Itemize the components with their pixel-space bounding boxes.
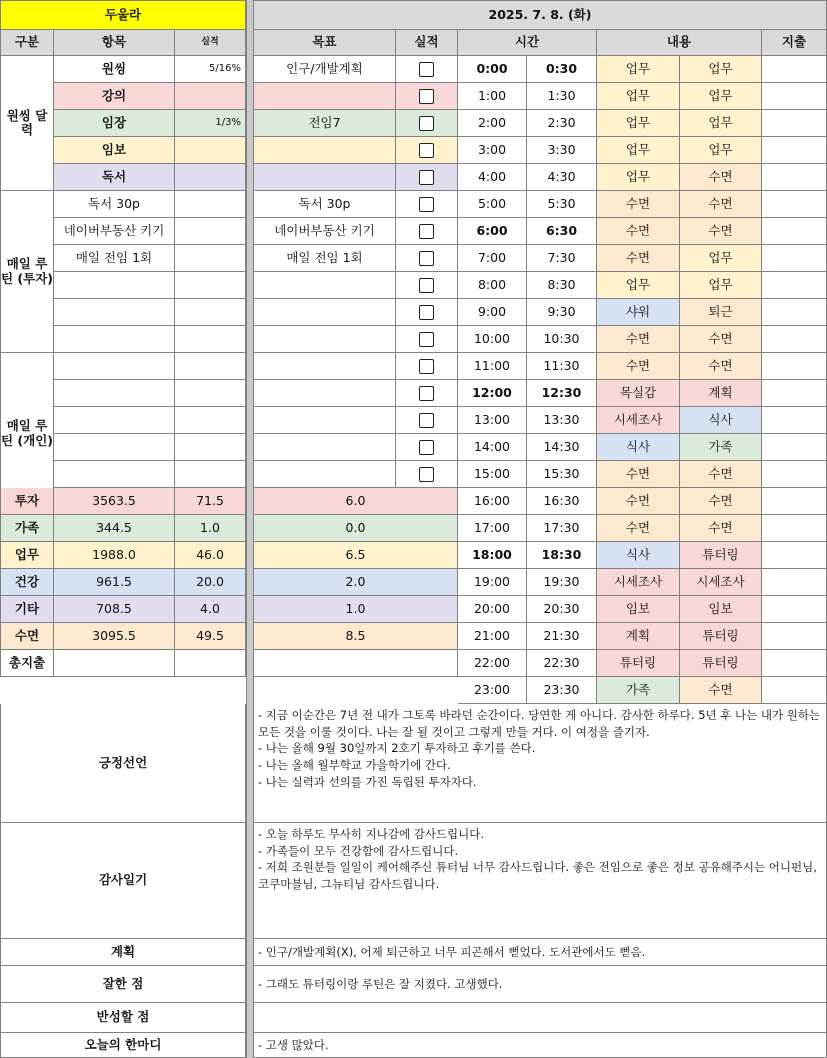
header-goal: 목표 — [254, 30, 396, 56]
activity-first-half[interactable]: 식사 — [597, 542, 680, 569]
item-perf — [175, 83, 246, 110]
spend-cell[interactable] — [762, 461, 827, 488]
activity-second-half[interactable]: 업무 — [680, 83, 762, 110]
reflection-reflect-text[interactable] — [254, 1003, 827, 1033]
spend-cell[interactable] — [762, 218, 827, 245]
date-title: 2025. 7. 8. (화) — [254, 0, 827, 30]
routine-goal: 매일 전임 1회 — [254, 245, 396, 272]
total-label: 수면 — [0, 623, 54, 650]
routine-item — [54, 272, 175, 299]
activity-second-half[interactable]: 튜터링 — [680, 623, 762, 650]
total-goal: 8.5 — [254, 623, 458, 650]
activity-first-half[interactable]: 수면 — [597, 461, 680, 488]
activity-first-half[interactable]: 샤워 — [597, 299, 680, 326]
spend-cell[interactable] — [762, 623, 827, 650]
activity-second-half[interactable]: 업무 — [680, 110, 762, 137]
time-start: 23:00 — [458, 677, 527, 704]
activity-first-half[interactable]: 수면 — [597, 218, 680, 245]
checkbox[interactable] — [419, 143, 434, 158]
activity-first-half[interactable]: 튜터링 — [597, 650, 680, 677]
total-hours: 71.5 — [175, 488, 246, 515]
done-checkbox[interactable] — [396, 299, 458, 326]
activity-second-half[interactable]: 수면 — [680, 461, 762, 488]
activity-first-half[interactable]: 업무 — [597, 272, 680, 299]
done-checkbox[interactable] — [396, 353, 458, 380]
spend-cell[interactable] — [762, 488, 827, 515]
header-spend: 지출 — [762, 30, 827, 56]
activity-second-half[interactable]: 업무 — [680, 137, 762, 164]
time-start: 8:00 — [458, 272, 527, 299]
time-start: 17:00 — [458, 515, 527, 542]
time-start: 21:00 — [458, 623, 527, 650]
routine-perf — [175, 380, 246, 407]
time-start: 14:00 — [458, 434, 527, 461]
done-checkbox[interactable] — [396, 110, 458, 137]
done-checkbox[interactable] — [396, 83, 458, 110]
routine-item: 독서 30p — [54, 191, 175, 218]
spend-cell[interactable] — [762, 164, 827, 191]
activity-first-half[interactable]: 업무 — [597, 137, 680, 164]
spend-cell[interactable] — [762, 353, 827, 380]
total-hours: 1.0 — [175, 515, 246, 542]
checkbox[interactable] — [419, 332, 434, 347]
total-goal: 0.0 — [254, 515, 458, 542]
item-perf: 5/16% — [175, 56, 246, 83]
spend-cell[interactable] — [762, 110, 827, 137]
checkbox[interactable] — [419, 467, 434, 482]
routine-perf — [175, 326, 246, 353]
time-start: 12:00 — [458, 380, 527, 407]
activity-second-half[interactable]: 수면 — [680, 218, 762, 245]
total-value: 344.5 — [54, 515, 175, 542]
item-goal — [254, 83, 396, 110]
checkbox[interactable] — [419, 89, 434, 104]
checkbox[interactable] — [419, 413, 434, 428]
activity-second-half[interactable]: 임보 — [680, 596, 762, 623]
checkbox[interactable] — [419, 251, 434, 266]
routine-goal — [254, 299, 396, 326]
done-checkbox[interactable] — [396, 245, 458, 272]
activity-second-half[interactable]: 업무 — [680, 272, 762, 299]
done-checkbox[interactable] — [396, 434, 458, 461]
done-checkbox[interactable] — [396, 164, 458, 191]
activity-first-half[interactable]: 수면 — [597, 191, 680, 218]
item-perf — [175, 164, 246, 191]
spend-cell[interactable] — [762, 569, 827, 596]
time-end: 2:30 — [527, 110, 597, 137]
checkbox[interactable] — [419, 224, 434, 239]
reflection-positive-text[interactable]: - 지금 이순간은 7년 전 내가 그토록 바라던 순간이다. 당연한 게 아니다. 감사한 하루다. 5년 후 나는 내가 원하는 모든 것을 이룰 것이다. 나는 잘 될 것이고 그렇게 만들 거다. 이 여정을 즐기자. - 나는 올해 9월 30일까지 2호기 투자하고 후기를 쓴다. - 나는 올해 월부학교 가을학기에 간다. - 나는 실력과 선의를 가진 독립된 투자자다. — [254, 704, 827, 823]
routine-perf — [175, 407, 246, 434]
activity-second-half[interactable]: 수면 — [680, 677, 762, 704]
done-checkbox[interactable] — [396, 380, 458, 407]
section-wonsseung: 원씽 달력 — [0, 56, 54, 191]
routine-goal — [254, 380, 396, 407]
done-checkbox[interactable] — [396, 218, 458, 245]
activity-first-half[interactable]: 수면 — [597, 245, 680, 272]
total-value: 3095.5 — [54, 623, 175, 650]
spend-cell[interactable] — [762, 56, 827, 83]
routine-item: 매일 전임 1회 — [54, 245, 175, 272]
routine-item — [54, 353, 175, 380]
time-end: 17:30 — [527, 515, 597, 542]
time-start: 16:00 — [458, 488, 527, 515]
time-start: 7:00 — [458, 245, 527, 272]
reflection-good-label: 잘한 점 — [0, 966, 246, 1003]
activity-second-half[interactable]: 퇴근 — [680, 299, 762, 326]
done-checkbox[interactable] — [396, 272, 458, 299]
activity-second-half[interactable]: 업무 — [680, 56, 762, 83]
routine-goal — [254, 353, 396, 380]
time-end: 16:30 — [527, 488, 597, 515]
activity-first-half[interactable]: 임보 — [597, 596, 680, 623]
time-end: 12:30 — [527, 380, 597, 407]
time-end: 10:30 — [527, 326, 597, 353]
activity-first-half[interactable]: 가족 — [597, 677, 680, 704]
item-goal: 전임7 — [254, 110, 396, 137]
time-end: 8:30 — [527, 272, 597, 299]
reflection-word-text[interactable]: - 고생 많았다. — [254, 1033, 827, 1058]
activity-first-half[interactable]: 업무 — [597, 164, 680, 191]
time-end: 18:30 — [527, 542, 597, 569]
item-label: 원씽 — [54, 56, 175, 83]
total-label: 건강 — [0, 569, 54, 596]
time-start: 11:00 — [458, 353, 527, 380]
time-end: 5:30 — [527, 191, 597, 218]
header-time: 시간 — [458, 30, 597, 56]
time-start: 15:00 — [458, 461, 527, 488]
time-end: 3:30 — [527, 137, 597, 164]
done-checkbox[interactable] — [396, 407, 458, 434]
checkbox[interactable] — [419, 278, 434, 293]
time-end: 1:30 — [527, 83, 597, 110]
item-goal — [254, 137, 396, 164]
time-start: 4:00 — [458, 164, 527, 191]
time-start: 1:00 — [458, 83, 527, 110]
activity-first-half[interactable]: 시세조사 — [597, 407, 680, 434]
spend-cell[interactable] — [762, 191, 827, 218]
done-checkbox[interactable] — [396, 56, 458, 83]
routine-item — [54, 434, 175, 461]
activity-second-half[interactable]: 가족 — [680, 434, 762, 461]
total-hours: 49.5 — [175, 623, 246, 650]
routine-perf — [175, 272, 246, 299]
activity-first-half[interactable]: 업무 — [597, 110, 680, 137]
activity-first-half[interactable]: 수면 — [597, 515, 680, 542]
time-start: 22:00 — [458, 650, 527, 677]
time-end: 6:30 — [527, 218, 597, 245]
section-daily-personal: 매일 루틴 (개인) — [0, 353, 54, 515]
total-goal: 6.5 — [254, 542, 458, 569]
routine-goal — [254, 434, 396, 461]
spend-cell[interactable] — [762, 137, 827, 164]
activity-first-half[interactable]: 업무 — [597, 56, 680, 83]
activity-second-half[interactable]: 수면 — [680, 191, 762, 218]
checkbox[interactable] — [419, 305, 434, 320]
time-start: 13:00 — [458, 407, 527, 434]
activity-first-half[interactable]: 시세조사 — [597, 569, 680, 596]
item-perf: 1/3% — [175, 110, 246, 137]
time-end: 4:30 — [527, 164, 597, 191]
time-end: 19:30 — [527, 569, 597, 596]
time-end: 22:30 — [527, 650, 597, 677]
spend-cell[interactable] — [762, 650, 827, 677]
routine-item — [54, 326, 175, 353]
header-done: 실적 — [396, 30, 458, 56]
done-checkbox[interactable] — [396, 461, 458, 488]
total-spend-goal — [254, 650, 458, 677]
routine-perf — [175, 191, 246, 218]
reflection-gratitude-text[interactable]: - 오늘 하루도 무사히 지나감에 감사드립니다. - 가족들이 모두 건강함에 감사드립니다. - 저희 조원분들 일일이 케어해주신 튜터님 너무 감사드립니다. 좋은 전임으로 좋은 정보 공유해주시는 어니펀님, 코쿠마블님, 그뉴티님 감사드립니다. — [254, 823, 827, 939]
spend-cell[interactable] — [762, 677, 827, 704]
total-value: 708.5 — [54, 596, 175, 623]
sheet-title: 두울라 — [0, 0, 246, 30]
checkbox[interactable] — [419, 170, 434, 185]
routine-item — [54, 299, 175, 326]
checkbox[interactable] — [419, 116, 434, 131]
total-label: 기타 — [0, 596, 54, 623]
time-end: 13:30 — [527, 407, 597, 434]
item-label: 임보 — [54, 137, 175, 164]
time-end: 20:30 — [527, 596, 597, 623]
activity-first-half[interactable]: 계획 — [597, 623, 680, 650]
time-end: 14:30 — [527, 434, 597, 461]
header-cat: 구분 — [0, 30, 54, 56]
total-hours: 46.0 — [175, 542, 246, 569]
spend-cell[interactable] — [762, 272, 827, 299]
reflection-positive-label: 긍정선언 — [0, 704, 246, 823]
column-separator — [246, 0, 254, 1058]
time-start: 20:00 — [458, 596, 527, 623]
routine-perf — [175, 218, 246, 245]
time-start: 18:00 — [458, 542, 527, 569]
total-goal: 1.0 — [254, 596, 458, 623]
done-checkbox[interactable] — [396, 191, 458, 218]
spend-cell[interactable] — [762, 326, 827, 353]
routine-item — [54, 461, 175, 488]
item-label: 독서 — [54, 164, 175, 191]
activity-second-half[interactable]: 계획 — [680, 380, 762, 407]
routine-perf — [175, 461, 246, 488]
time-end: 7:30 — [527, 245, 597, 272]
routine-perf — [175, 245, 246, 272]
routine-item: 네이버부동산 키기 — [54, 218, 175, 245]
total-hours: 4.0 — [175, 596, 246, 623]
spend-cell[interactable] — [762, 83, 827, 110]
activity-second-half[interactable]: 업무 — [680, 245, 762, 272]
routine-item — [54, 380, 175, 407]
routine-goal: 독서 30p — [254, 191, 396, 218]
spend-cell[interactable] — [762, 434, 827, 461]
checkbox[interactable] — [419, 197, 434, 212]
header-item: 항목 — [54, 30, 175, 56]
time-end: 9:30 — [527, 299, 597, 326]
checkbox[interactable] — [419, 359, 434, 374]
routine-goal — [254, 326, 396, 353]
total-spend-extra — [175, 650, 246, 677]
activity-first-half[interactable]: 수면 — [597, 353, 680, 380]
spend-cell[interactable] — [762, 515, 827, 542]
activity-second-half[interactable]: 수면 — [680, 326, 762, 353]
time-end: 23:30 — [527, 677, 597, 704]
item-perf — [175, 137, 246, 164]
activity-second-half[interactable]: 식사 — [680, 407, 762, 434]
time-end: 21:30 — [527, 623, 597, 650]
spend-cell[interactable] — [762, 407, 827, 434]
time-end: 11:30 — [527, 353, 597, 380]
activity-second-half[interactable]: 시세조사 — [680, 569, 762, 596]
routine-perf — [175, 353, 246, 380]
total-label: 투자 — [0, 488, 54, 515]
activity-first-half[interactable]: 업무 — [597, 83, 680, 110]
spend-cell[interactable] — [762, 596, 827, 623]
header-perf: 실적 — [175, 30, 246, 56]
total-label: 가족 — [0, 515, 54, 542]
time-start: 9:00 — [458, 299, 527, 326]
routine-goal — [254, 407, 396, 434]
checkbox[interactable] — [419, 386, 434, 401]
reflection-plan-label: 계획 — [0, 939, 246, 966]
spend-cell[interactable] — [762, 542, 827, 569]
routine-goal — [254, 461, 396, 488]
activity-first-half[interactable]: 수면 — [597, 488, 680, 515]
activity-second-half[interactable]: 수면 — [680, 353, 762, 380]
time-start: 5:00 — [458, 191, 527, 218]
total-spend-value — [54, 650, 175, 677]
spend-cell[interactable] — [762, 380, 827, 407]
total-value: 961.5 — [54, 569, 175, 596]
time-start: 10:00 — [458, 326, 527, 353]
activity-second-half[interactable]: 수면 — [680, 488, 762, 515]
time-start: 0:00 — [458, 56, 527, 83]
activity-second-half[interactable]: 튜터링 — [680, 542, 762, 569]
routine-item — [54, 407, 175, 434]
checkbox[interactable] — [419, 62, 434, 77]
total-goal: 6.0 — [254, 488, 458, 515]
total-hours: 20.0 — [175, 569, 246, 596]
reflection-word-label: 오늘의 한마디 — [0, 1033, 246, 1058]
total-spend-label: 총지출 — [0, 650, 54, 677]
routine-perf — [175, 299, 246, 326]
total-value: 1988.0 — [54, 542, 175, 569]
activity-second-half[interactable]: 튜터링 — [680, 650, 762, 677]
routine-goal: 네이버부동산 키기 — [254, 218, 396, 245]
header-content: 내용 — [597, 30, 762, 56]
time-start: 3:00 — [458, 137, 527, 164]
done-checkbox[interactable] — [396, 137, 458, 164]
time-start: 6:00 — [458, 218, 527, 245]
spend-cell[interactable] — [762, 299, 827, 326]
spend-cell[interactable] — [762, 245, 827, 272]
total-goal: 2.0 — [254, 569, 458, 596]
total-value: 3563.5 — [54, 488, 175, 515]
reflection-good-text[interactable]: - 그래도 튜터링이랑 루틴은 잘 지켰다. 고생했다. — [254, 966, 827, 1003]
done-checkbox[interactable] — [396, 326, 458, 353]
item-label: 강의 — [54, 83, 175, 110]
routine-perf — [175, 434, 246, 461]
activity-first-half[interactable]: 목실감 — [597, 380, 680, 407]
time-end: 15:30 — [527, 461, 597, 488]
reflection-plan-text[interactable]: - 인구/개발계획(X), 어제 퇴근하고 너무 피곤해서 뻗었다. 도서관에서도 뻗음. — [254, 939, 827, 966]
reflection-gratitude-label: 감사일기 — [0, 823, 246, 939]
activity-first-half[interactable]: 식사 — [597, 434, 680, 461]
total-label: 업무 — [0, 542, 54, 569]
routine-goal — [254, 272, 396, 299]
time-start: 2:00 — [458, 110, 527, 137]
item-label: 임장 — [54, 110, 175, 137]
activity-first-half[interactable]: 수면 — [597, 326, 680, 353]
time-start: 19:00 — [458, 569, 527, 596]
item-goal: 인구/개발계획 — [254, 56, 396, 83]
time-end: 0:30 — [527, 56, 597, 83]
checkbox[interactable] — [419, 440, 434, 455]
item-goal — [254, 164, 396, 191]
activity-second-half[interactable]: 수면 — [680, 164, 762, 191]
reflection-reflect-label: 반성할 점 — [0, 1003, 246, 1033]
activity-second-half[interactable]: 수면 — [680, 515, 762, 542]
section-daily-invest: 매일 루틴 (투자) — [0, 191, 54, 353]
